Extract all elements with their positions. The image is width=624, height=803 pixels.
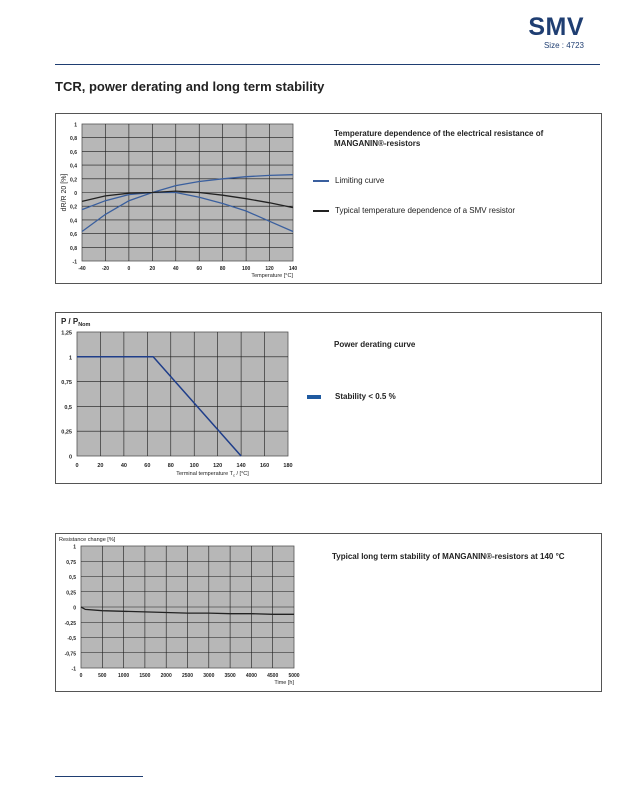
x-tick-label: 4500 bbox=[267, 673, 279, 679]
x-tick-label: 2000 bbox=[160, 673, 172, 679]
y-tick-label: 0,4 bbox=[70, 163, 77, 170]
y-tick-label: 0,2 bbox=[70, 204, 77, 211]
x-tick-label: 140 bbox=[288, 266, 298, 272]
x-tick-label: 100 bbox=[241, 266, 251, 272]
legend-label-stability: Stability < 0.5 % bbox=[335, 392, 396, 401]
x-axis-label bbox=[176, 471, 249, 478]
y-axis-label-sub: Nom bbox=[78, 322, 91, 328]
legend-label-limiting: Limiting curve bbox=[335, 176, 385, 185]
x-tick-label: 0 bbox=[127, 266, 131, 272]
y-tick-label: 0,8 bbox=[70, 136, 77, 143]
x-tick-label: 4000 bbox=[245, 673, 257, 679]
x-tick-label: 40 bbox=[172, 266, 179, 272]
x-tick-label: 80 bbox=[219, 266, 226, 272]
x-axis-label-unit: / [°C] bbox=[234, 471, 249, 477]
y-tick-label: 0,25 bbox=[66, 590, 76, 597]
y-axis-label: Resistance change [%] bbox=[59, 537, 116, 543]
y-tick-label: -1 bbox=[71, 666, 76, 673]
x-tick-label: 1500 bbox=[139, 673, 151, 679]
x-axis-label: Time [h] bbox=[274, 680, 294, 686]
x-axis-label: Temperature [°C] bbox=[251, 273, 293, 279]
derating-description: Power derating curve bbox=[334, 340, 416, 349]
brand-title: SMV bbox=[528, 13, 584, 41]
y-tick-label: -0,25 bbox=[64, 620, 76, 627]
x-tick-label: 1000 bbox=[118, 673, 130, 679]
x-tick-label: -40 bbox=[78, 266, 86, 272]
tcr-description-line2: MANGANIN®-resistors bbox=[334, 139, 421, 148]
stability-panel bbox=[55, 533, 602, 692]
section-title: TCR, power derating and long term stability bbox=[55, 79, 325, 94]
y-tick-label: 1,25 bbox=[61, 330, 72, 337]
x-tick-label: 120 bbox=[213, 463, 223, 469]
derating-legend bbox=[307, 392, 396, 401]
y-tick-label: 1 bbox=[68, 355, 72, 362]
x-tick-label: 40 bbox=[120, 463, 127, 469]
x-tick-label: 80 bbox=[167, 463, 174, 469]
tcr-legend-typical bbox=[313, 206, 515, 215]
legend-swatch-typical bbox=[313, 210, 329, 212]
y-tick-label: -0,75 bbox=[64, 651, 76, 658]
x-tick-label: 120 bbox=[265, 266, 274, 272]
y-axis-label: dR/R 20 [%] bbox=[61, 173, 68, 212]
y-tick-label: 0,8 bbox=[70, 245, 77, 252]
brand-block bbox=[528, 14, 584, 50]
x-tick-label: 0 bbox=[75, 463, 79, 469]
y-tick-label: -0,5 bbox=[67, 636, 76, 642]
y-tick-label: 0,25 bbox=[61, 429, 72, 436]
x-tick-label: 5000 bbox=[288, 673, 300, 679]
legend-swatch-limiting bbox=[313, 180, 329, 182]
x-tick-label: 3000 bbox=[203, 673, 215, 679]
x-tick-label: 60 bbox=[144, 463, 151, 469]
tcr-chart bbox=[56, 114, 356, 283]
y-tick-label: 0 bbox=[73, 605, 76, 612]
y-tick-label: 0,4 bbox=[70, 218, 77, 225]
y-axis-label bbox=[61, 317, 91, 328]
derating-panel bbox=[55, 312, 602, 484]
x-tick-label: 20 bbox=[97, 463, 104, 469]
y-tick-label: -1 bbox=[72, 259, 77, 266]
legend-swatch-stability bbox=[307, 395, 321, 399]
x-tick-label: 100 bbox=[189, 463, 199, 469]
x-tick-label: 160 bbox=[259, 463, 270, 469]
y-tick-label: 0,2 bbox=[70, 177, 77, 184]
x-tick-label: 2500 bbox=[181, 673, 194, 679]
y-tick-label: 0,5 bbox=[64, 404, 72, 411]
x-tick-label: 20 bbox=[149, 266, 156, 272]
legend-label-typical: Typical temperature dependence of a SMV resistor bbox=[335, 206, 516, 215]
y-tick-label: 0,75 bbox=[66, 559, 76, 566]
tcr-legend-limiting bbox=[313, 176, 384, 185]
y-tick-label: 0,5 bbox=[69, 575, 76, 581]
header-divider bbox=[55, 64, 600, 65]
x-tick-label: 0 bbox=[79, 673, 83, 679]
x-tick-label: 180 bbox=[283, 463, 293, 469]
x-axis-label-main: Terminal temperature T bbox=[176, 471, 233, 477]
y-tick-label: 1 bbox=[73, 544, 76, 551]
y-tick-label: 0 bbox=[68, 454, 72, 461]
plot-area bbox=[77, 332, 288, 456]
x-tick-label: 3500 bbox=[224, 673, 236, 679]
y-tick-label: 0,75 bbox=[61, 380, 72, 387]
y-tick-label: 0 bbox=[74, 191, 77, 197]
stability-description: Typical long term stability of MANGANIN®-resistors at 140 °C bbox=[332, 552, 565, 561]
tcr-description bbox=[334, 129, 584, 149]
y-tick-label: 0,6 bbox=[70, 149, 77, 156]
y-tick-label: 0,6 bbox=[70, 232, 77, 239]
x-tick-label: 140 bbox=[236, 463, 246, 469]
size-label: Size : 4723 bbox=[543, 41, 584, 50]
x-axis-label-sub: c bbox=[232, 472, 235, 478]
y-axis-label-main: P / P bbox=[61, 317, 79, 326]
tcr-description-line1: Temperature dependence of the electrical resistance of bbox=[334, 129, 544, 138]
tcr-panel bbox=[55, 113, 602, 284]
x-tick-label: -20 bbox=[101, 266, 110, 272]
footer-divider bbox=[55, 776, 143, 777]
stability-chart bbox=[56, 534, 356, 691]
x-tick-label: 60 bbox=[196, 266, 203, 272]
x-tick-label: 500 bbox=[98, 673, 107, 679]
y-tick-label: 1 bbox=[74, 122, 77, 129]
